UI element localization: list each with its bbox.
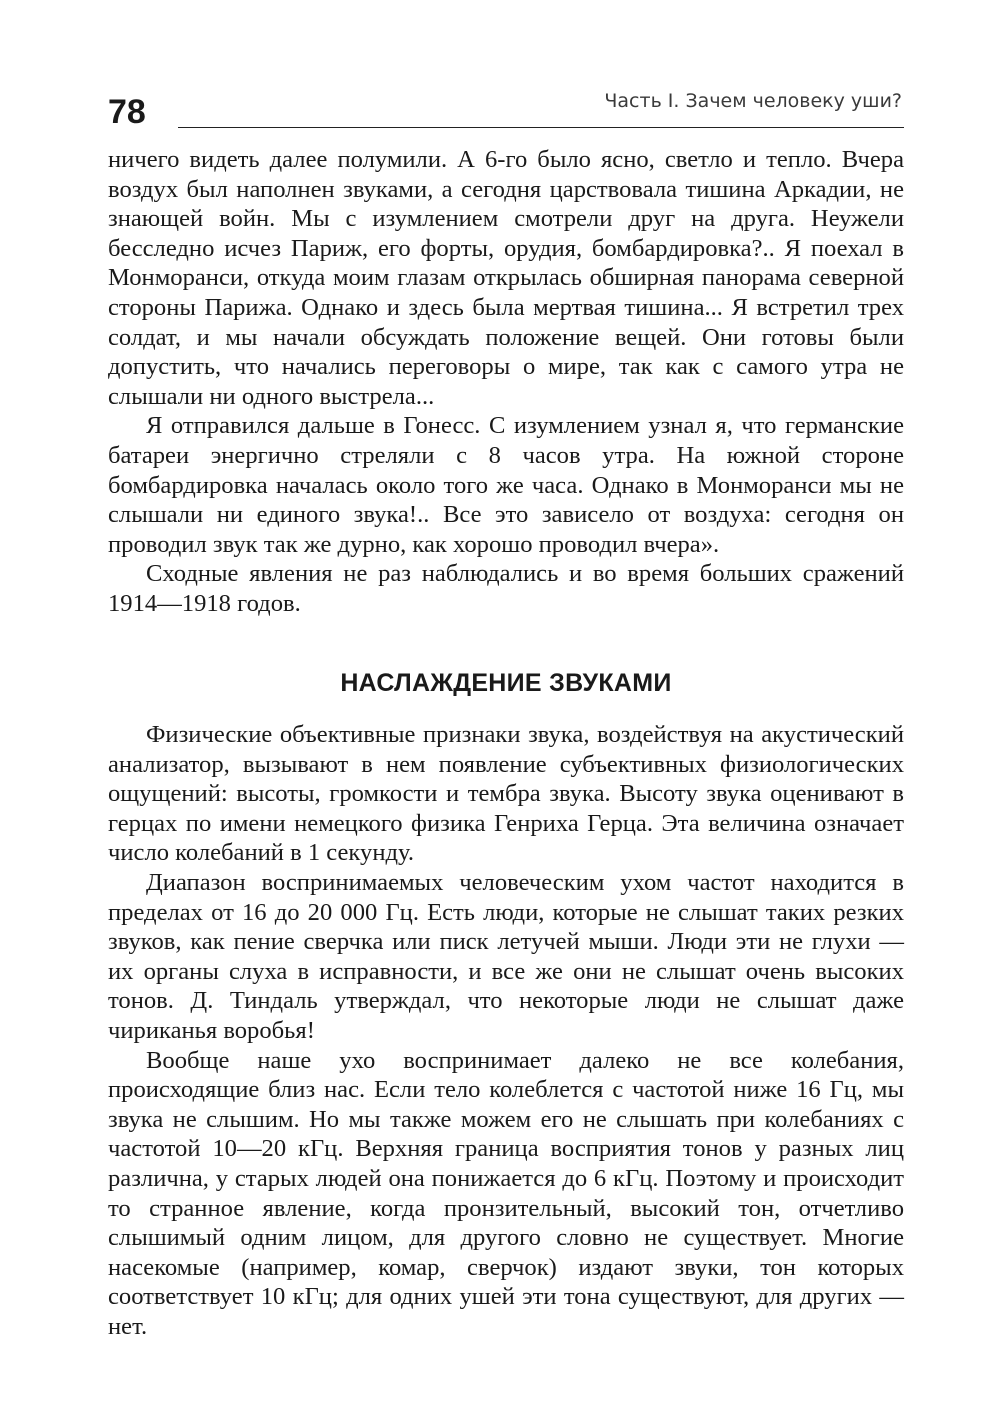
paragraph: Я отправился дальше в Гонесс. С изумлением узнал я, что германские батареи энергично стреляли с 8 часов утра. На южной стороне бомбардировка началась около того же часа. Однако в Монморанси мы не слышали ни единого звука!.. Все это зависело от воздуха: сегодня он проводил звук так же дурно, как хорошо проводил вчера».	[108, 412, 904, 558]
text-block-top	[108, 145, 904, 619]
header-rule	[178, 127, 904, 128]
section-heading: НАСЛАЖДЕНИЕ ЗВУКАМИ	[340, 669, 672, 697]
paragraph-continued: ничего видеть далее полумили. А 6-го было ясно, светло и тепло. Вчера воздух был наполнен звуками, а сегодня царствовала тишина Аркадии, не знающей войн. Мы с изумлением смотрели друг на друга. Неужели бесследно исчез Париж, его форты, орудия, бомбардировка?.. Я поехал в Монморанси, откуда моим глазам открылась обширная панорама северной стороны Парижа. Однако и здесь была мертвая тишина... Я встретил трех солдат, и мы начали обсуждать положение вещей. Они готовы были допустить, что начались переговоры о мире, так как с самого утра не слышали ни одного выстрела...	[108, 146, 904, 410]
running-header-title: Часть I. Зачем человеку уши?	[604, 90, 902, 112]
page-number: 78	[108, 93, 146, 131]
paragraph: Вообще наше ухо воспринимает далеко не все колебания, происходящие близ нас. Если тело колеблется с частотой ниже 16 Гц, мы звука не слышим. Но мы также можем его не слышать при колебаниях с частотой 10—20 кГц. Верхняя граница восприятия тонов у разных лиц различна, у старых людей она понижается до 6 кГц. Поэтому и происходит то странное явление, когда пронзительный, высокий тон, отчетливо слышимый одним лицом, для другого словно не существует. Многие насекомые (например, комар, сверчок) издают звуки, тон которых соответствует 10 кГц; для одних ушей эти тона существуют, для других — нет.	[108, 1046, 904, 1340]
paragraph: Сходные явления не раз наблюдались и во время больших сражений 1914—1918 годов.	[108, 560, 904, 617]
paragraph: Диапазон воспринимаемых человеческим ухом частот находится в пределах от 16 до 20 000 Гц. Есть люди, которые не слышат таких резких звуков, как пение сверчка или писк летучей мыши. Люди эти не глухи — их органы слуха в исправности, и все же они не слышат очень высоких тонов. Д. Тиндаль утверждал, что некоторые люди не слышат даже чириканья воробья!	[108, 868, 904, 1044]
text-block-bottom	[108, 720, 904, 1341]
paragraph: Физические объективные признаки звука, воздействуя на акустический анализатор, вызывают в нем появление субъективных физиологических ощущений: высоты, громкости и тембра звука. Высоту звука оценивают в герцах по имени немецкого физика Генриха Герца. Эта величина означает число колебаний в 1 секунду.	[108, 721, 904, 867]
